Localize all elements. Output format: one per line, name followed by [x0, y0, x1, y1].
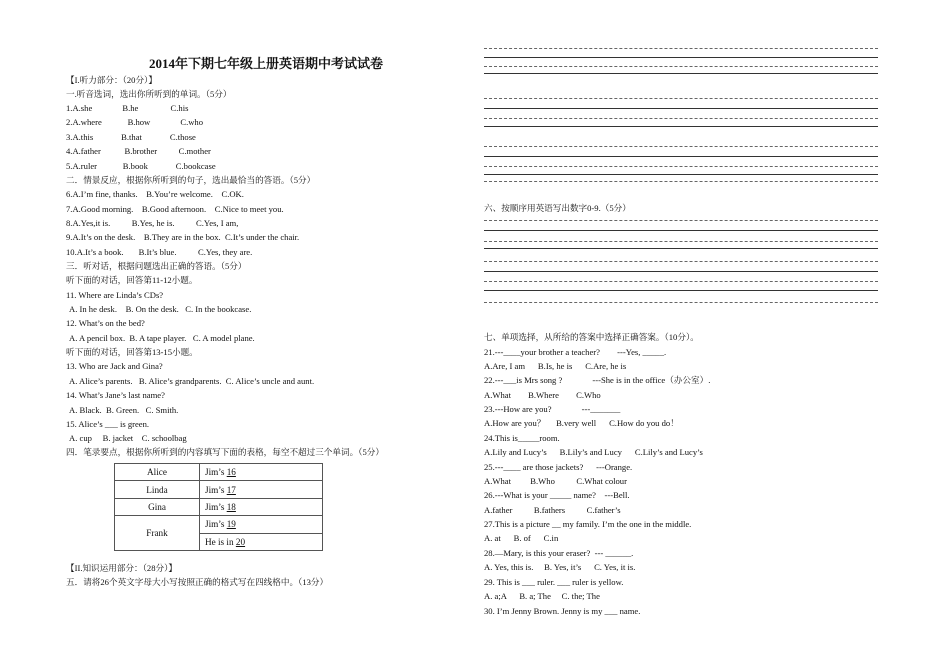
text-line: A.What B.Where C.Who [484, 390, 601, 400]
answer-prefix: He is in [205, 536, 236, 547]
table-answer-cell [200, 464, 323, 481]
text-line: 15. Alice’s ___ is green. [66, 419, 150, 429]
text-line: 听下面的对话，回答第13-15小题。 [66, 347, 198, 357]
text-line: 【II.知识运用部分：（28分）】 [66, 563, 177, 573]
table-answer-cell [200, 516, 323, 533]
writing-guide-line [484, 166, 878, 167]
answer-blank[interactable]: 19 [226, 519, 236, 530]
writing-guide-line [484, 281, 878, 282]
text-line: 24.This is_____room. [484, 433, 560, 443]
table-row [115, 516, 323, 533]
text-line: A.Are, I am B.Is, he is C.Are, he is [484, 361, 627, 371]
answer-prefix: Jim’s [205, 467, 227, 478]
text-line: A.Lily and Lucy’s B.Lily’s and Lucy C.Lily’s and Lucy’s [484, 447, 703, 457]
text-line: 10.A.It’s a book. B.It’s blue. C.Yes, they are. [66, 247, 253, 257]
writing-guide-line [484, 261, 878, 262]
text-line: 一.听音选词，选出你所听到的单词。（5分） [66, 89, 232, 99]
text-line: 23.---How are you? ---_______ [484, 404, 621, 414]
writing-guide-line [484, 174, 878, 175]
table-row [115, 498, 323, 515]
text-line: A. In he desk. B. On the desk. C. In the bookcase. [69, 304, 252, 314]
text-line: 6.A.I’m fine, thanks. B.You’re welcome. C.OK. [66, 189, 244, 199]
writing-guide-line [484, 241, 878, 242]
text-line: A. Yes, this is. B. Yes, it’s C. Yes, it is. [484, 562, 636, 572]
text-line: A. Black. B. Green. C. Smith. [69, 405, 179, 415]
table-row [115, 464, 323, 481]
text-line: 三．听对话，根据问题选出正确的答语。（5分） [66, 261, 247, 271]
writing-guide-line [484, 271, 878, 272]
writing-guide-line [484, 66, 878, 67]
writing-guide-line [484, 98, 878, 99]
answer-blank[interactable]: 17 [226, 484, 236, 495]
answer-prefix: Jim’s [205, 519, 227, 530]
text-line: 六、按顺序用英语写出数字0-9.（5分） [484, 203, 631, 213]
text-line: 13. Who are Jack and Gina? [66, 361, 163, 371]
text-line: 8.A.Yes,it is. B.Yes, he is. C.Yes, I am, [66, 218, 239, 228]
text-line: A.father B.fathers C.father’s [484, 505, 621, 515]
page-title: 2014年下期七年级上册英语期中考试试卷 [148, 56, 383, 71]
table-name-cell: Gina [115, 498, 200, 515]
text-line: 4.A.father B.brother C.mother [66, 146, 211, 156]
writing-guide-line [484, 146, 878, 147]
table-answer-cell [200, 533, 323, 550]
writing-guide-line [484, 290, 878, 291]
text-line: A. at B. of C.in [484, 533, 559, 543]
text-line: A.What B.Who C.What colour [484, 476, 627, 486]
text-line: 22.---___is Mrs song ? ---She is in the office（办公室）. [484, 375, 711, 385]
table-answer-cell [200, 481, 323, 498]
table-name-cell: Frank [115, 516, 200, 551]
text-line: 29. This is ___ ruler. ___ ruler is yellow. [484, 577, 624, 587]
text-line: 28.—Mary, is this your eraser? --- ______. [484, 548, 634, 558]
note-table [114, 463, 323, 551]
writing-guide-line [484, 302, 878, 303]
text-line: 1.A.she B.he C.his [66, 103, 189, 113]
answer-blank[interactable]: 20 [235, 536, 246, 547]
text-line: 30. I’m Jenny Brown. Jenny is my ___ name. [484, 606, 641, 616]
table-row [115, 481, 323, 498]
text-line: A. a;A B. a; The C. the; The [484, 591, 600, 601]
writing-guide-line [484, 73, 878, 74]
writing-guide-line [484, 220, 878, 221]
text-line: 七、单项选择，从所给的答案中选择正确答案。（10分）。 [484, 332, 699, 342]
text-line: 四．笔录要点，根据你所听到的内容填写下面的表格，每空不超过三个单词。（5分） [66, 447, 384, 457]
text-line: 五．请将26个英文字母大小写按照正确的格式写在四线格中。（13分） [66, 577, 329, 587]
text-line: A. A pencil box. B. A tape player. C. A model plane. [69, 333, 255, 343]
writing-guide-line [484, 230, 878, 231]
answer-prefix: Jim’s [205, 501, 227, 512]
writing-guide-line [484, 156, 878, 157]
text-line: 7.A.Good morning. B.Good afternoon. C.Nice to meet you. [66, 204, 284, 214]
writing-guide-line [484, 126, 878, 127]
text-line: 14. What’s Jane’s last name? [66, 390, 165, 400]
table-answer-cell [200, 498, 323, 515]
text-line: 26.---What is your _____ name? ---Bell. [484, 490, 630, 500]
answer-blank[interactable]: 16 [226, 467, 236, 478]
writing-guide-line [484, 57, 878, 58]
text-line: 3.A.this B.that C.those [66, 132, 196, 142]
text-line: 9.A.It’s on the desk. B.They are in the box. C.It’s under the chair. [66, 232, 300, 242]
text-line: A.How are you？ B.very well C.How do you do！ [484, 418, 679, 428]
text-line: 11. Where are Linda’s CDs? [66, 290, 164, 300]
writing-guide-line [484, 118, 878, 119]
writing-guide-line [484, 48, 878, 49]
text-line: 25.---____ are those jackets? ---Orange. [484, 462, 633, 472]
text-line: A. cup B. jacket C. schoolbag [69, 433, 187, 443]
writing-guide-line [484, 181, 878, 182]
answer-prefix: Jim’s [205, 484, 227, 495]
text-line: 听下面的对话，回答第11-12小题。 [66, 275, 198, 285]
answer-blank[interactable]: 18 [226, 501, 236, 512]
text-line: 5.A.ruler B.book C.bookcase [66, 161, 216, 171]
text-line: A. Alice’s parents. B. Alice’s grandparents. C. Alice’s uncle and aunt. [69, 376, 315, 386]
text-line: 二．情景反应，根据你所听到的句子，选出最恰当的答语。（5分） [66, 175, 316, 185]
writing-guide-line [484, 108, 878, 109]
text-line: 【I.听力部分：（20分）】 [66, 75, 157, 85]
text-line: 21.---____your brother a teacher? ---Yes, _____. [484, 347, 667, 357]
table-name-cell: Alice [115, 464, 200, 481]
text-line: 12. What’s on the bed? [66, 318, 145, 328]
text-line: 27.This is a picture __ my family. I’m the one in the middle. [484, 519, 692, 529]
text-line: 2.A.where B.how C.who [66, 117, 204, 127]
writing-guide-line [484, 248, 878, 249]
table-name-cell: Linda [115, 481, 200, 498]
